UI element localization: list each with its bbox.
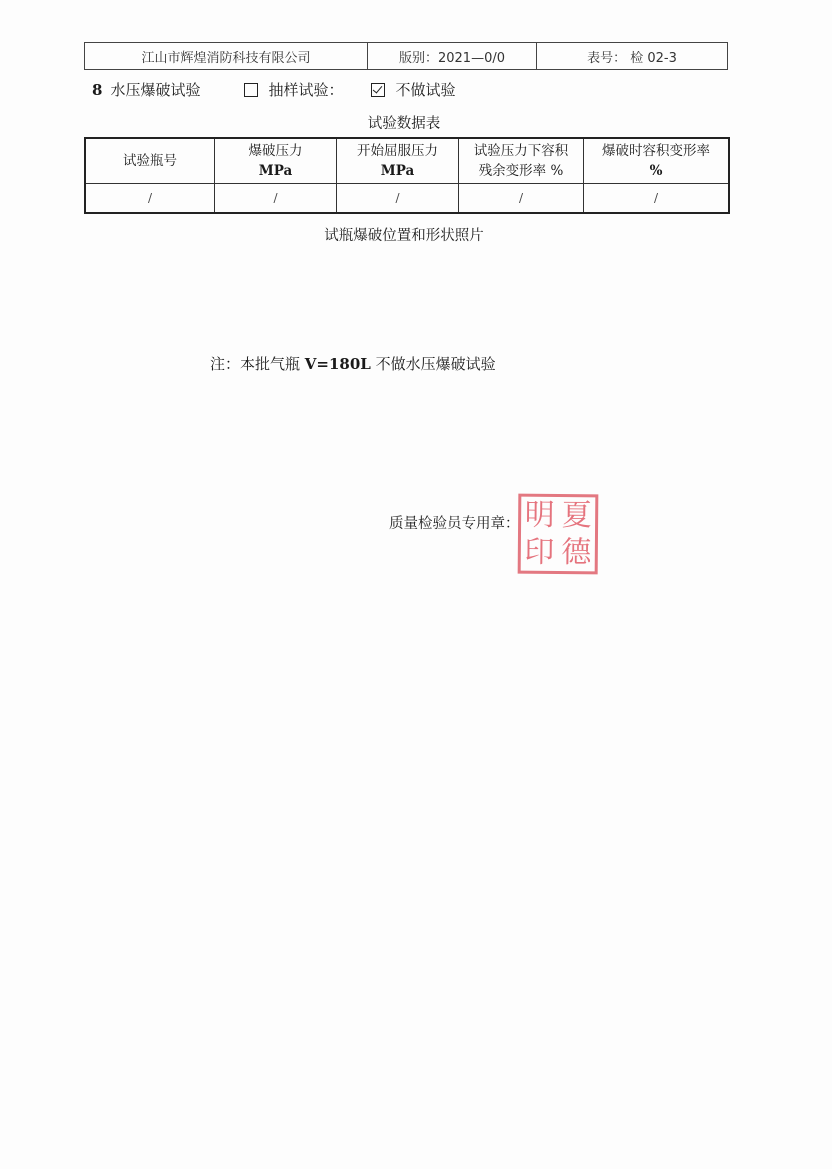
table-cell: / bbox=[584, 184, 730, 214]
section-title: 水压爆破试验 bbox=[110, 81, 201, 99]
seal-char: 夏 bbox=[561, 497, 592, 533]
no-test-checkbox[interactable] bbox=[371, 83, 385, 97]
column-label: 试验瓶号 bbox=[123, 153, 177, 169]
seal-char: 明 bbox=[524, 497, 555, 533]
table-cell: / bbox=[85, 184, 215, 214]
column-label: 爆破时容积变形率 bbox=[602, 143, 710, 159]
note-prefix: 注：本批气瓶 bbox=[210, 355, 305, 373]
column-header bbox=[215, 138, 337, 184]
sampling-checkbox[interactable] bbox=[244, 83, 258, 97]
column-label: 试验压力下容积 bbox=[473, 143, 569, 159]
column-unit: 残余变形率 % bbox=[478, 163, 564, 179]
column-label: 开始屈服压力 bbox=[357, 143, 438, 159]
column-unit: MPa bbox=[258, 163, 293, 179]
seal-char: 印 bbox=[524, 534, 555, 570]
note-suffix: 不做水压爆破试验 bbox=[370, 355, 496, 373]
section-number: 8 bbox=[92, 80, 103, 99]
table-row bbox=[85, 184, 729, 214]
inspector-stamp-label: 质量检验员专用章： bbox=[389, 516, 520, 532]
inspector-seal bbox=[518, 494, 599, 575]
column-header bbox=[85, 138, 215, 184]
company-name: 江山市辉煌消防科技有限公司 bbox=[85, 43, 368, 70]
table-cell: / bbox=[459, 184, 584, 214]
note-spec: V=180L bbox=[304, 355, 371, 373]
column-unit: MPa bbox=[380, 163, 415, 179]
table-title: 试验数据表 bbox=[367, 116, 441, 132]
document-header bbox=[84, 42, 728, 70]
column-header bbox=[459, 138, 584, 184]
table-header-row bbox=[85, 138, 729, 184]
photo-caption: 试瓶爆破位置和形状照片 bbox=[324, 228, 484, 244]
seal-char: 德 bbox=[561, 534, 592, 570]
column-label: 爆破压力 bbox=[248, 143, 303, 159]
no-test-label: 不做试验 bbox=[395, 81, 456, 99]
column-header bbox=[337, 138, 459, 184]
section-heading bbox=[92, 79, 455, 100]
column-header bbox=[584, 138, 730, 184]
table-cell: / bbox=[215, 184, 337, 214]
sampling-label: 抽样试验： bbox=[268, 81, 344, 99]
column-unit: % bbox=[649, 163, 663, 179]
table-cell: / bbox=[337, 184, 459, 214]
version-label: 版别：2021—0/0 bbox=[368, 43, 537, 70]
note-text bbox=[210, 353, 496, 374]
form-number: 表号： 检 02-3 bbox=[537, 43, 728, 70]
test-data-table bbox=[84, 137, 730, 214]
